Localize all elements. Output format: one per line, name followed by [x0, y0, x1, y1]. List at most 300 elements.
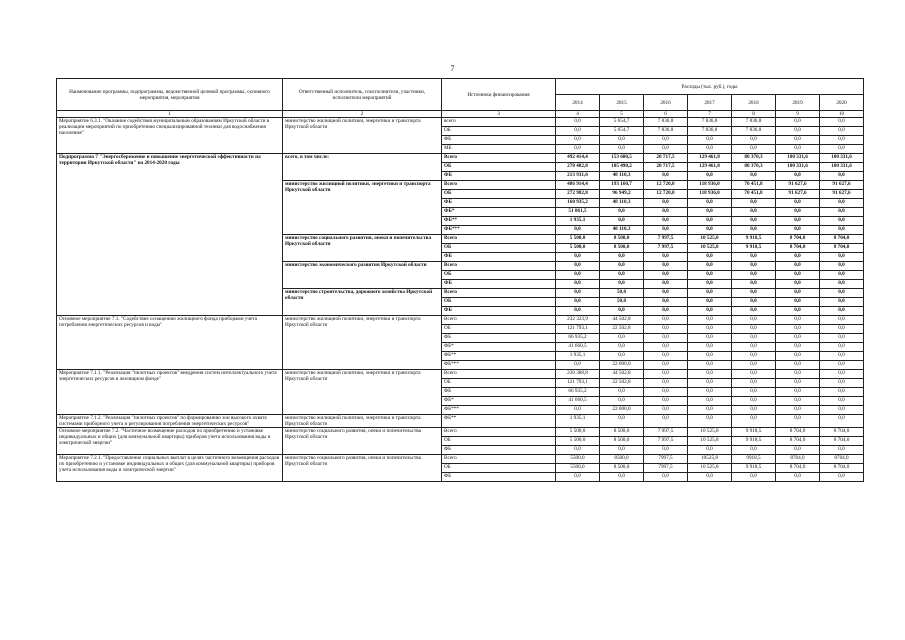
expense-value-cell: 0,0: [688, 352, 732, 361]
expense-value-cell: 44 502,8: [600, 370, 644, 379]
expense-value-cell: 213 931,6: [556, 172, 600, 181]
header-column-number: 9: [776, 111, 820, 118]
expense-value-cell: 7 836,8: [688, 127, 732, 136]
expense-value-cell: 0,0: [644, 415, 688, 428]
expense-value-cell: 160 935,2: [556, 199, 600, 208]
header-column-number: 1: [57, 111, 283, 118]
expense-value-cell: 22 502,8: [600, 325, 644, 334]
expense-value-cell: 5 500,0: [556, 235, 600, 244]
expense-value-cell: 5500,0: [556, 455, 600, 464]
funding-source-cell: ФБ: [442, 307, 556, 316]
expense-value-cell: 0,0: [732, 217, 776, 226]
expense-value-cell: 105 490,2: [600, 163, 644, 172]
executor-cell: министерство экономического развития Иркутской области: [283, 262, 442, 289]
expense-value-cell: 0,0: [732, 379, 776, 388]
expense-value-cell: 7 997,5: [644, 428, 688, 437]
expense-value-cell: 0,0: [732, 397, 776, 406]
expense-value-cell: 12 720,0: [644, 190, 688, 199]
expense-value-cell: 0,0: [732, 253, 776, 262]
header-year: 2018: [732, 95, 776, 111]
expense-value-cell: 80 370,3: [732, 163, 776, 172]
expense-value-cell: 0,0: [688, 446, 732, 455]
expense-value-cell: 0,0: [688, 145, 732, 154]
expense-value-cell: 0,0: [776, 253, 820, 262]
program-name-cell: Основное мероприятие 7.1. "Содействие оснащению жилищного фонда приборами учета потребления энергетических ресурсов и воды": [57, 316, 283, 370]
table-row: [57, 415, 864, 428]
header-column-number: 5: [600, 111, 644, 118]
expense-value-cell: 41 660,5: [556, 397, 600, 406]
expense-value-cell: 0,0: [556, 289, 600, 298]
expense-value-cell: 0,0: [820, 253, 864, 262]
expense-value-cell: 0,0: [732, 145, 776, 154]
expense-value-cell: 129 461,8: [688, 154, 732, 163]
expense-value-cell: 0,0: [688, 289, 732, 298]
expenditure-table: [56, 78, 864, 482]
expense-value-cell: 0,0: [820, 262, 864, 271]
expense-value-cell: 121 793,1: [556, 325, 600, 334]
executor-cell: министерство жилищной политики, энергетики и транспорта Иркутской области: [283, 415, 442, 428]
funding-source-cell: ФБ: [442, 334, 556, 343]
expense-value-cell: 0,0: [776, 217, 820, 226]
expense-value-cell: 8 500,0: [600, 235, 644, 244]
funding-source-cell: Всего: [442, 181, 556, 190]
expense-value-cell: 0,0: [688, 361, 732, 370]
expense-value-cell: 8 500,0: [600, 428, 644, 437]
expense-value-cell: 0,0: [600, 388, 644, 397]
header-funding-source: Источники финансирования: [442, 79, 556, 111]
expense-value-cell: 0,0: [776, 307, 820, 316]
expense-value-cell: 70 451,8: [732, 181, 776, 190]
expense-value-cell: 0,0: [600, 217, 644, 226]
header-year: 2017: [688, 95, 732, 111]
header-column-number: 7: [688, 111, 732, 118]
expense-value-cell: 0,0: [776, 473, 820, 482]
expense-value-cell: 0,0: [688, 473, 732, 482]
expense-value-cell: 22 000,0: [600, 406, 644, 415]
expense-value-cell: 0,0: [776, 325, 820, 334]
expense-value-cell: 48 110,3: [600, 226, 644, 235]
program-name-cell: Мероприятие 7.1.2. "Реализация "пилотных проектов" по формированию зон высокого охвата системами приборного учета и регулирования потребления энергетических ресурсов": [57, 415, 283, 428]
expense-value-cell: 8 704,0: [776, 235, 820, 244]
expense-value-cell: 0,0: [732, 199, 776, 208]
expense-value-cell: 66 935,2: [556, 388, 600, 397]
expense-value-cell: 5500,0: [556, 464, 600, 473]
expense-value-cell: 9 918,5: [732, 464, 776, 473]
expense-value-cell: 0,0: [556, 145, 600, 154]
program-name-cell: Мероприятие 7.1.1. "Реализация "пилотных проектов" внедрения систем интеллектуального учета энергетических ресурсов в жилищном фонде": [57, 370, 283, 415]
expense-value-cell: 0,0: [820, 127, 864, 136]
page-number: 7: [450, 64, 455, 73]
funding-source-cell: ФБ: [442, 388, 556, 397]
expense-value-cell: 0,0: [688, 208, 732, 217]
expense-value-cell: 0,0: [820, 199, 864, 208]
expense-value-cell: 0,0: [556, 253, 600, 262]
expense-value-cell: 0,0: [732, 172, 776, 181]
expense-value-cell: 0,0: [688, 370, 732, 379]
expense-value-cell: 272 982,8: [556, 190, 600, 199]
expense-value-cell: 44 502,8: [600, 316, 644, 325]
expense-value-cell: 0,0: [732, 415, 776, 428]
expense-value-cell: 0,0: [776, 280, 820, 289]
expense-value-cell: 0,0: [688, 253, 732, 262]
expense-value-cell: 0,0: [776, 406, 820, 415]
funding-source-cell: ФБ*: [442, 343, 556, 352]
expense-value-cell: 0,0: [600, 136, 644, 145]
executor-cell: министерство жилищной политики, энергетики и транспорта Иркутской области: [283, 370, 442, 415]
expense-value-cell: 0,0: [776, 118, 820, 127]
table-header: [57, 79, 864, 118]
expense-value-cell: 0,0: [820, 271, 864, 280]
expense-value-cell: 0,0: [688, 262, 732, 271]
expense-value-cell: 0,0: [820, 280, 864, 289]
expense-value-cell: 232 323,9: [556, 316, 600, 325]
expense-value-cell: 91 627,6: [776, 181, 820, 190]
expense-value-cell: 0,0: [688, 280, 732, 289]
expense-value-cell: 96 949,2: [600, 190, 644, 199]
expense-value-cell: 0,0: [600, 307, 644, 316]
funding-source-cell: ФБ: [442, 253, 556, 262]
funding-source-cell: ФБ: [442, 136, 556, 145]
expense-value-cell: 278 482,8: [556, 163, 600, 172]
expense-value-cell: 91 627,6: [776, 190, 820, 199]
expense-value-cell: 0,0: [820, 316, 864, 325]
expense-value-cell: 41 660,5: [556, 343, 600, 352]
expense-value-cell: 0,0: [644, 136, 688, 145]
expense-value-cell: 0,0: [644, 271, 688, 280]
funding-source-cell: ФБ***: [442, 361, 556, 370]
expense-value-cell: 8704,0: [776, 455, 820, 464]
expense-value-cell: 0,0: [644, 307, 688, 316]
expense-value-cell: 0,0: [732, 473, 776, 482]
expense-value-cell: 0,0: [776, 262, 820, 271]
expense-value-cell: 0,0: [820, 118, 864, 127]
expense-value-cell: 0,0: [600, 446, 644, 455]
expense-value-cell: 0,0: [732, 406, 776, 415]
funding-source-cell: Всего: [442, 316, 556, 325]
expense-value-cell: 100 331,6: [820, 163, 864, 172]
expense-value-cell: 0,0: [732, 388, 776, 397]
expense-value-cell: 0,0: [688, 307, 732, 316]
header-year: 2015: [600, 95, 644, 111]
funding-source-cell: ФБ**: [442, 352, 556, 361]
expense-value-cell: 0,0: [688, 406, 732, 415]
expense-value-cell: 0,0: [688, 379, 732, 388]
funding-source-cell: ФБ: [442, 280, 556, 289]
expense-value-cell: 0,0: [600, 473, 644, 482]
table-row: [57, 316, 864, 325]
expense-value-cell: 0,0: [732, 208, 776, 217]
executor-cell: всего, в том числе:: [283, 154, 442, 181]
expense-value-cell: 0,0: [644, 289, 688, 298]
expense-value-cell: 5 500,0: [556, 437, 600, 446]
funding-source-cell: ОБ: [442, 163, 556, 172]
expense-value-cell: 0,0: [820, 208, 864, 217]
expense-value-cell: 20 717,5: [644, 154, 688, 163]
table-row: [57, 118, 864, 127]
header-column-number: 10: [820, 111, 864, 118]
expense-value-cell: 0,0: [556, 307, 600, 316]
funding-source-cell: ФБ**: [442, 217, 556, 226]
expense-value-cell: 0,0: [820, 136, 864, 145]
expense-value-cell: 0,0: [820, 172, 864, 181]
expense-value-cell: 8 704,0: [820, 428, 864, 437]
expense-value-cell: 0,0: [688, 136, 732, 145]
expense-value-cell: 0,0: [644, 217, 688, 226]
expense-value-cell: 9 918,5: [732, 235, 776, 244]
expense-value-cell: 10 525,8: [688, 437, 732, 446]
expense-value-cell: 0,0: [644, 199, 688, 208]
expense-value-cell: 7 836,8: [688, 118, 732, 127]
expense-value-cell: 0,0: [820, 226, 864, 235]
executor-cell: министерство социального развития, опеки и попечительства Иркутской области: [283, 235, 442, 262]
expense-value-cell: 0,0: [732, 325, 776, 334]
expense-value-cell: 0,0: [776, 208, 820, 217]
expense-value-cell: 0,0: [688, 316, 732, 325]
funding-source-cell: ФБ: [442, 473, 556, 482]
expense-value-cell: 0,0: [820, 217, 864, 226]
expense-value-cell: 50,0: [600, 298, 644, 307]
expense-value-cell: 0,0: [556, 406, 600, 415]
funding-source-cell: Всего: [442, 370, 556, 379]
expense-value-cell: 129 461,8: [688, 163, 732, 172]
expense-value-cell: 0,0: [556, 280, 600, 289]
expense-value-cell: 0,0: [688, 271, 732, 280]
expense-value-cell: 0,0: [644, 361, 688, 370]
expense-value-cell: 0,0: [556, 298, 600, 307]
header-column-number: 2: [283, 111, 442, 118]
funding-source-cell: ОБ: [442, 298, 556, 307]
funding-source-cell: Всего: [442, 289, 556, 298]
expense-value-cell: 0,0: [820, 446, 864, 455]
funding-source-cell: Всего: [442, 428, 556, 437]
expense-value-cell: 0,0: [644, 473, 688, 482]
expense-value-cell: 0,0: [644, 280, 688, 289]
funding-source-cell: Всего: [442, 262, 556, 271]
expense-value-cell: 7 836,8: [732, 127, 776, 136]
funding-source-cell: Всего: [442, 235, 556, 244]
expense-value-cell: 0,0: [600, 253, 644, 262]
expense-value-cell: 66 935,2: [556, 334, 600, 343]
expense-value-cell: 0,0: [732, 352, 776, 361]
funding-source-cell: ФБ*: [442, 397, 556, 406]
expense-value-cell: 0,0: [644, 352, 688, 361]
expense-value-cell: 118 936,0: [688, 181, 732, 190]
expense-value-cell: 0,0: [820, 415, 864, 428]
program-name-cell: Мероприятие 7.2.1. "Предоставление социальных выплат в целях частичного возмещения расходов по приобретению и установке индивидуальных и общих (для коммунальной квартиры) приборов учета использования воды и электрической энергии": [57, 455, 283, 482]
expense-value-cell: 0,0: [732, 289, 776, 298]
expense-value-cell: 8 704,0: [820, 235, 864, 244]
expense-value-cell: 8 500,0: [600, 244, 644, 253]
expense-value-cell: 0,0: [644, 397, 688, 406]
expense-value-cell: 0,0: [732, 343, 776, 352]
expense-value-cell: 5 654,7: [600, 118, 644, 127]
funding-source-cell: ФБ*: [442, 208, 556, 217]
header-year: 2016: [644, 95, 688, 111]
expense-value-cell: 8 500,0: [600, 437, 644, 446]
expense-value-cell: 0,0: [776, 334, 820, 343]
funding-source-cell: ФБ: [442, 172, 556, 181]
expense-value-cell: 0,0: [820, 298, 864, 307]
expense-value-cell: 0,0: [644, 208, 688, 217]
expense-value-cell: 121 793,1: [556, 379, 600, 388]
expense-value-cell: 10525,8: [688, 455, 732, 464]
expense-value-cell: 486 914,4: [556, 181, 600, 190]
header-year: 2019: [776, 95, 820, 111]
expense-value-cell: 0,0: [820, 473, 864, 482]
expense-value-cell: 8 704,0: [776, 437, 820, 446]
expense-value-cell: 0,0: [776, 226, 820, 235]
expense-value-cell: 0,0: [688, 226, 732, 235]
expense-value-cell: 0,0: [820, 397, 864, 406]
funding-source-cell: МБ: [442, 145, 556, 154]
expense-value-cell: 0,0: [688, 217, 732, 226]
expense-value-cell: 0,0: [600, 271, 644, 280]
executor-cell: министерство жилищной политики, энергетики и транспорта Иркутской области: [283, 181, 442, 235]
expense-value-cell: 0,0: [820, 307, 864, 316]
header-column-numbers-row: [57, 111, 864, 118]
header-executor: Ответственный исполнитель, соисполнители, участники, исполнители мероприятий: [283, 79, 442, 111]
expense-value-cell: 7 997,5: [644, 437, 688, 446]
expense-value-cell: 22 502,8: [600, 379, 644, 388]
expense-value-cell: 0,0: [556, 361, 600, 370]
expense-value-cell: 0,0: [556, 262, 600, 271]
expense-value-cell: 0,0: [776, 289, 820, 298]
table-row: [57, 428, 864, 437]
expense-value-cell: 0,0: [732, 370, 776, 379]
expense-value-cell: 0,0: [688, 388, 732, 397]
expense-value-cell: 0,0: [556, 226, 600, 235]
funding-source-cell: ФБ***: [442, 406, 556, 415]
expense-value-cell: 0,0: [688, 334, 732, 343]
expense-value-cell: 118 936,0: [688, 190, 732, 199]
executor-cell: министерство жилищной политики, энергетики и транспорта Иркутской области: [283, 118, 442, 154]
expense-value-cell: 0,0: [820, 388, 864, 397]
expense-value-cell: 0,0: [776, 370, 820, 379]
expense-value-cell: 8704,0: [820, 455, 864, 464]
expense-value-cell: 1 935,1: [556, 415, 600, 428]
expense-value-cell: 0,0: [688, 325, 732, 334]
executor-cell: министерство социального развития, опеки и попечительства Иркутской области: [283, 428, 442, 455]
program-name-cell: Основное мероприятие 7.2. "Частичное возмещение расходов по приобретению и установке индивидуальных и общих (для коммунальной квартиры) приборов учета использования воды и электрической энергии": [57, 428, 283, 455]
expense-value-cell: 0,0: [820, 145, 864, 154]
header-column-number: 8: [732, 111, 776, 118]
expense-value-cell: 0,0: [776, 397, 820, 406]
expense-value-cell: 51 061,5: [556, 208, 600, 217]
expense-value-cell: 0,0: [820, 334, 864, 343]
funding-source-cell: Всего: [442, 154, 556, 163]
expense-value-cell: 0,0: [776, 127, 820, 136]
expense-value-cell: 0,0: [732, 262, 776, 271]
header-expenses: Расходы (тыс. руб.), годы: [556, 79, 864, 95]
expense-value-cell: 0,0: [556, 446, 600, 455]
expense-value-cell: 0,0: [644, 298, 688, 307]
expense-value-cell: 7 997,5: [644, 235, 688, 244]
expense-value-cell: 0,0: [732, 226, 776, 235]
expense-value-cell: 0,0: [600, 280, 644, 289]
expense-value-cell: 0,0: [732, 280, 776, 289]
expense-value-cell: 0,0: [688, 397, 732, 406]
expense-value-cell: 8 500,0: [600, 464, 644, 473]
executor-cell: министерство строительства, дорожного хозяйства Иркутской области: [283, 289, 442, 316]
funding-source-cell: ОБ: [442, 271, 556, 280]
expense-value-cell: 0,0: [644, 325, 688, 334]
expense-value-cell: 7997,5: [644, 455, 688, 464]
expense-value-cell: 0,0: [732, 316, 776, 325]
program-name-cell: Мероприятие 6.3.1. "Оказание содействия муниципальным образованиям Иркутской области в реализации мероприятий по приобретению специализированной техники для водоснабжения населения": [57, 118, 283, 154]
expense-value-cell: 0,0: [776, 388, 820, 397]
funding-source-cell: Всего: [442, 455, 556, 464]
expense-value-cell: 0,0: [600, 262, 644, 271]
expense-value-cell: 0,0: [688, 343, 732, 352]
expense-value-cell: 80 370,3: [732, 154, 776, 163]
funding-source-cell: ОБ: [442, 325, 556, 334]
expense-value-cell: 0,0: [776, 352, 820, 361]
expense-value-cell: 8 704,0: [820, 437, 864, 446]
expense-value-cell: 91 627,6: [820, 181, 864, 190]
header-column-number: 4: [556, 111, 600, 118]
expense-value-cell: 0,0: [776, 343, 820, 352]
executor-cell: министерство жилищной политики, энергетики и транспорта Иркутской области: [283, 316, 442, 370]
expense-value-cell: 492 414,4: [556, 154, 600, 163]
expense-value-cell: 0,0: [556, 473, 600, 482]
expense-value-cell: 100 331,6: [776, 154, 820, 163]
funding-source-cell: ФБ: [442, 199, 556, 208]
expense-value-cell: 0,0: [644, 343, 688, 352]
expense-value-cell: 5 500,0: [556, 244, 600, 253]
expense-value-cell: 0,0: [776, 361, 820, 370]
expense-value-cell: 0,0: [644, 388, 688, 397]
expense-value-cell: 8 704,0: [776, 244, 820, 253]
expense-value-cell: 0,0: [600, 334, 644, 343]
expense-value-cell: 0,0: [776, 316, 820, 325]
expense-value-cell: 0,0: [820, 289, 864, 298]
expense-value-cell: 5 654,7: [600, 127, 644, 136]
expense-value-cell: 100 331,6: [820, 154, 864, 163]
funding-source-cell: ФБ***: [442, 226, 556, 235]
funding-source-cell: ФБ**: [442, 415, 556, 428]
expense-value-cell: 0,0: [600, 208, 644, 217]
expense-value-cell: 70 451,8: [732, 190, 776, 199]
expense-value-cell: 0,0: [776, 415, 820, 428]
expense-value-cell: 0,0: [776, 271, 820, 280]
expense-value-cell: 0,0: [600, 415, 644, 428]
expense-value-cell: 7 836,8: [732, 118, 776, 127]
expense-value-cell: 0,0: [600, 397, 644, 406]
expense-value-cell: 0,0: [688, 172, 732, 181]
program-name-cell: Подпрограмма 7 "Энергосбережение и повышение энергетической эффективности на территории Иркутской области" на 2014-2020 годы: [57, 154, 283, 316]
expense-value-cell: 0,0: [732, 446, 776, 455]
funding-source-cell: ОБ: [442, 437, 556, 446]
expense-value-cell: 0,0: [556, 271, 600, 280]
expense-value-cell: 7 836,8: [644, 127, 688, 136]
expense-value-cell: 0,0: [732, 271, 776, 280]
expense-value-cell: 0,0: [688, 298, 732, 307]
expense-value-cell: 0,0: [776, 199, 820, 208]
expense-value-cell: 12 720,0: [644, 181, 688, 190]
expense-value-cell: 50,0: [600, 289, 644, 298]
expense-value-cell: 0,0: [820, 361, 864, 370]
header-year: 2020: [820, 95, 864, 111]
expense-value-cell: 0,0: [820, 379, 864, 388]
expense-value-cell: 0,0: [776, 145, 820, 154]
expense-value-cell: 9 918,5: [732, 437, 776, 446]
expense-value-cell: 5 500,0: [556, 428, 600, 437]
expense-value-cell: 0,0: [776, 379, 820, 388]
header-column-number: 6: [644, 111, 688, 118]
expense-value-cell: 0,0: [776, 172, 820, 181]
funding-source-cell: ОБ: [442, 244, 556, 253]
table-row: [57, 370, 864, 379]
